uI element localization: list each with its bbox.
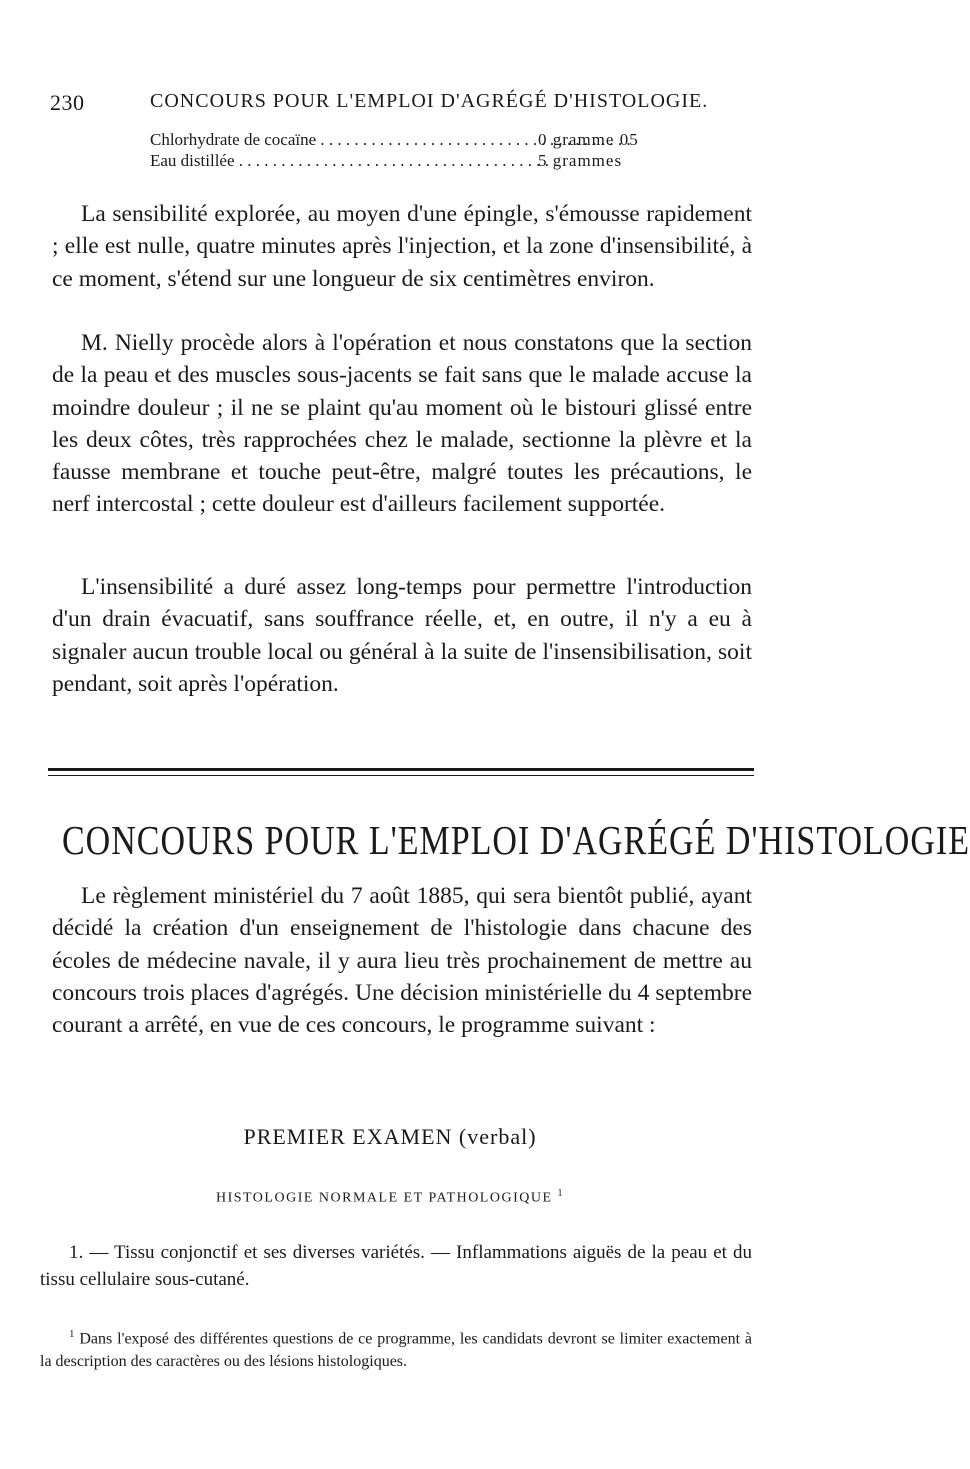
footnote-marker: 1	[69, 1328, 75, 1340]
paragraph-operation: M. Nielly procède alors à l'opération et nous constatons que la section de la peau et des muscles sous-jacents se fait sans que le malade accuse la moindre douleur ; il ne se plaint qu'au moment où le bistouri glissé entre les deux côtes, très rapprochées chez le malade, sectionne la plèvre et la fausse membrane et touche peut-être, malgré toutes les précautions, le nerf intercostal ; cette douleur est d'ailleurs facilement supportée.	[52, 330, 752, 518]
exam-title: PREMIER EXAMEN (verbal)	[243, 1124, 537, 1149]
formula-quantity: 0 gramme 05	[538, 130, 639, 149]
formula-quantity: 5 grammes	[538, 151, 623, 170]
page-number: 230	[50, 90, 85, 115]
footnote	[40, 1323, 752, 1373]
section-title: CONCOURS POUR L'EMPLOI D'AGRÉGÉ D'HISTOLOGIE	[62, 819, 970, 864]
paragraph-sensibility: La sensibilité explorée, au moyen d'une épingle, s'émousse rapidement ; elle est nulle, quatre minutes après l'injection, et la zone d'insensibilité, à ce moment, s'étend sur une longueur de six centimètres environ.	[52, 201, 752, 292]
formula-ingredient: Eau distillée . . .	[150, 150, 515, 171]
exam-subtitle	[0, 1188, 780, 1207]
section-divider-thick	[48, 768, 754, 771]
formula-list	[150, 129, 740, 171]
exam-subtitle-text: HISTOLOGIE NORMALE ET PATHOLOGIQUE	[215, 1190, 553, 1206]
program-item: 1. — Tissu conjonctif et ses diverses variétés. — Inflammations aiguës de la peau et du tissu cellulaire sous-cutané.	[40, 1242, 752, 1290]
section-divider-thin	[48, 775, 754, 776]
paragraph-regulation: Le règlement ministériel du 7 août 1885, qui sera bientôt publié, ayant décidé la création d'un enseignement de l'histologie dans chacune des écoles de médecine navale, il y aura lieu très prochainement de mettre au concours trois places d'agrégés. Une décision ministérielle du 4 septembre courant a arrêté, en vue de ces concours, le programme suivant :	[52, 883, 752, 1039]
footnote-reference: 1	[557, 1188, 565, 1199]
footnote-text: Dans l'exposé des différentes questions de ce programme, les candidats devront se limiter exactement à la description des caractères ou des lésions histologiques.	[40, 1330, 753, 1371]
formula-row	[150, 129, 740, 150]
running-title: CONCOURS POUR L'EMPLOI D'AGRÉGÉ D'HISTOLOGIE.	[150, 90, 709, 112]
paragraph-insensibility: L'insensibilité a duré assez long-temps pour permettre l'introduction d'un drain évacuatif, sans souffrance réelle, et, en outre, il n'y a eu à signaler aucun trouble local ou général à la suite de l'insensibilisation, soit pendant, soit après l'opération.	[52, 574, 752, 697]
formula-row	[150, 150, 740, 171]
formula-ingredient: Chlorhydrate de cocaïne . . .	[150, 129, 515, 150]
